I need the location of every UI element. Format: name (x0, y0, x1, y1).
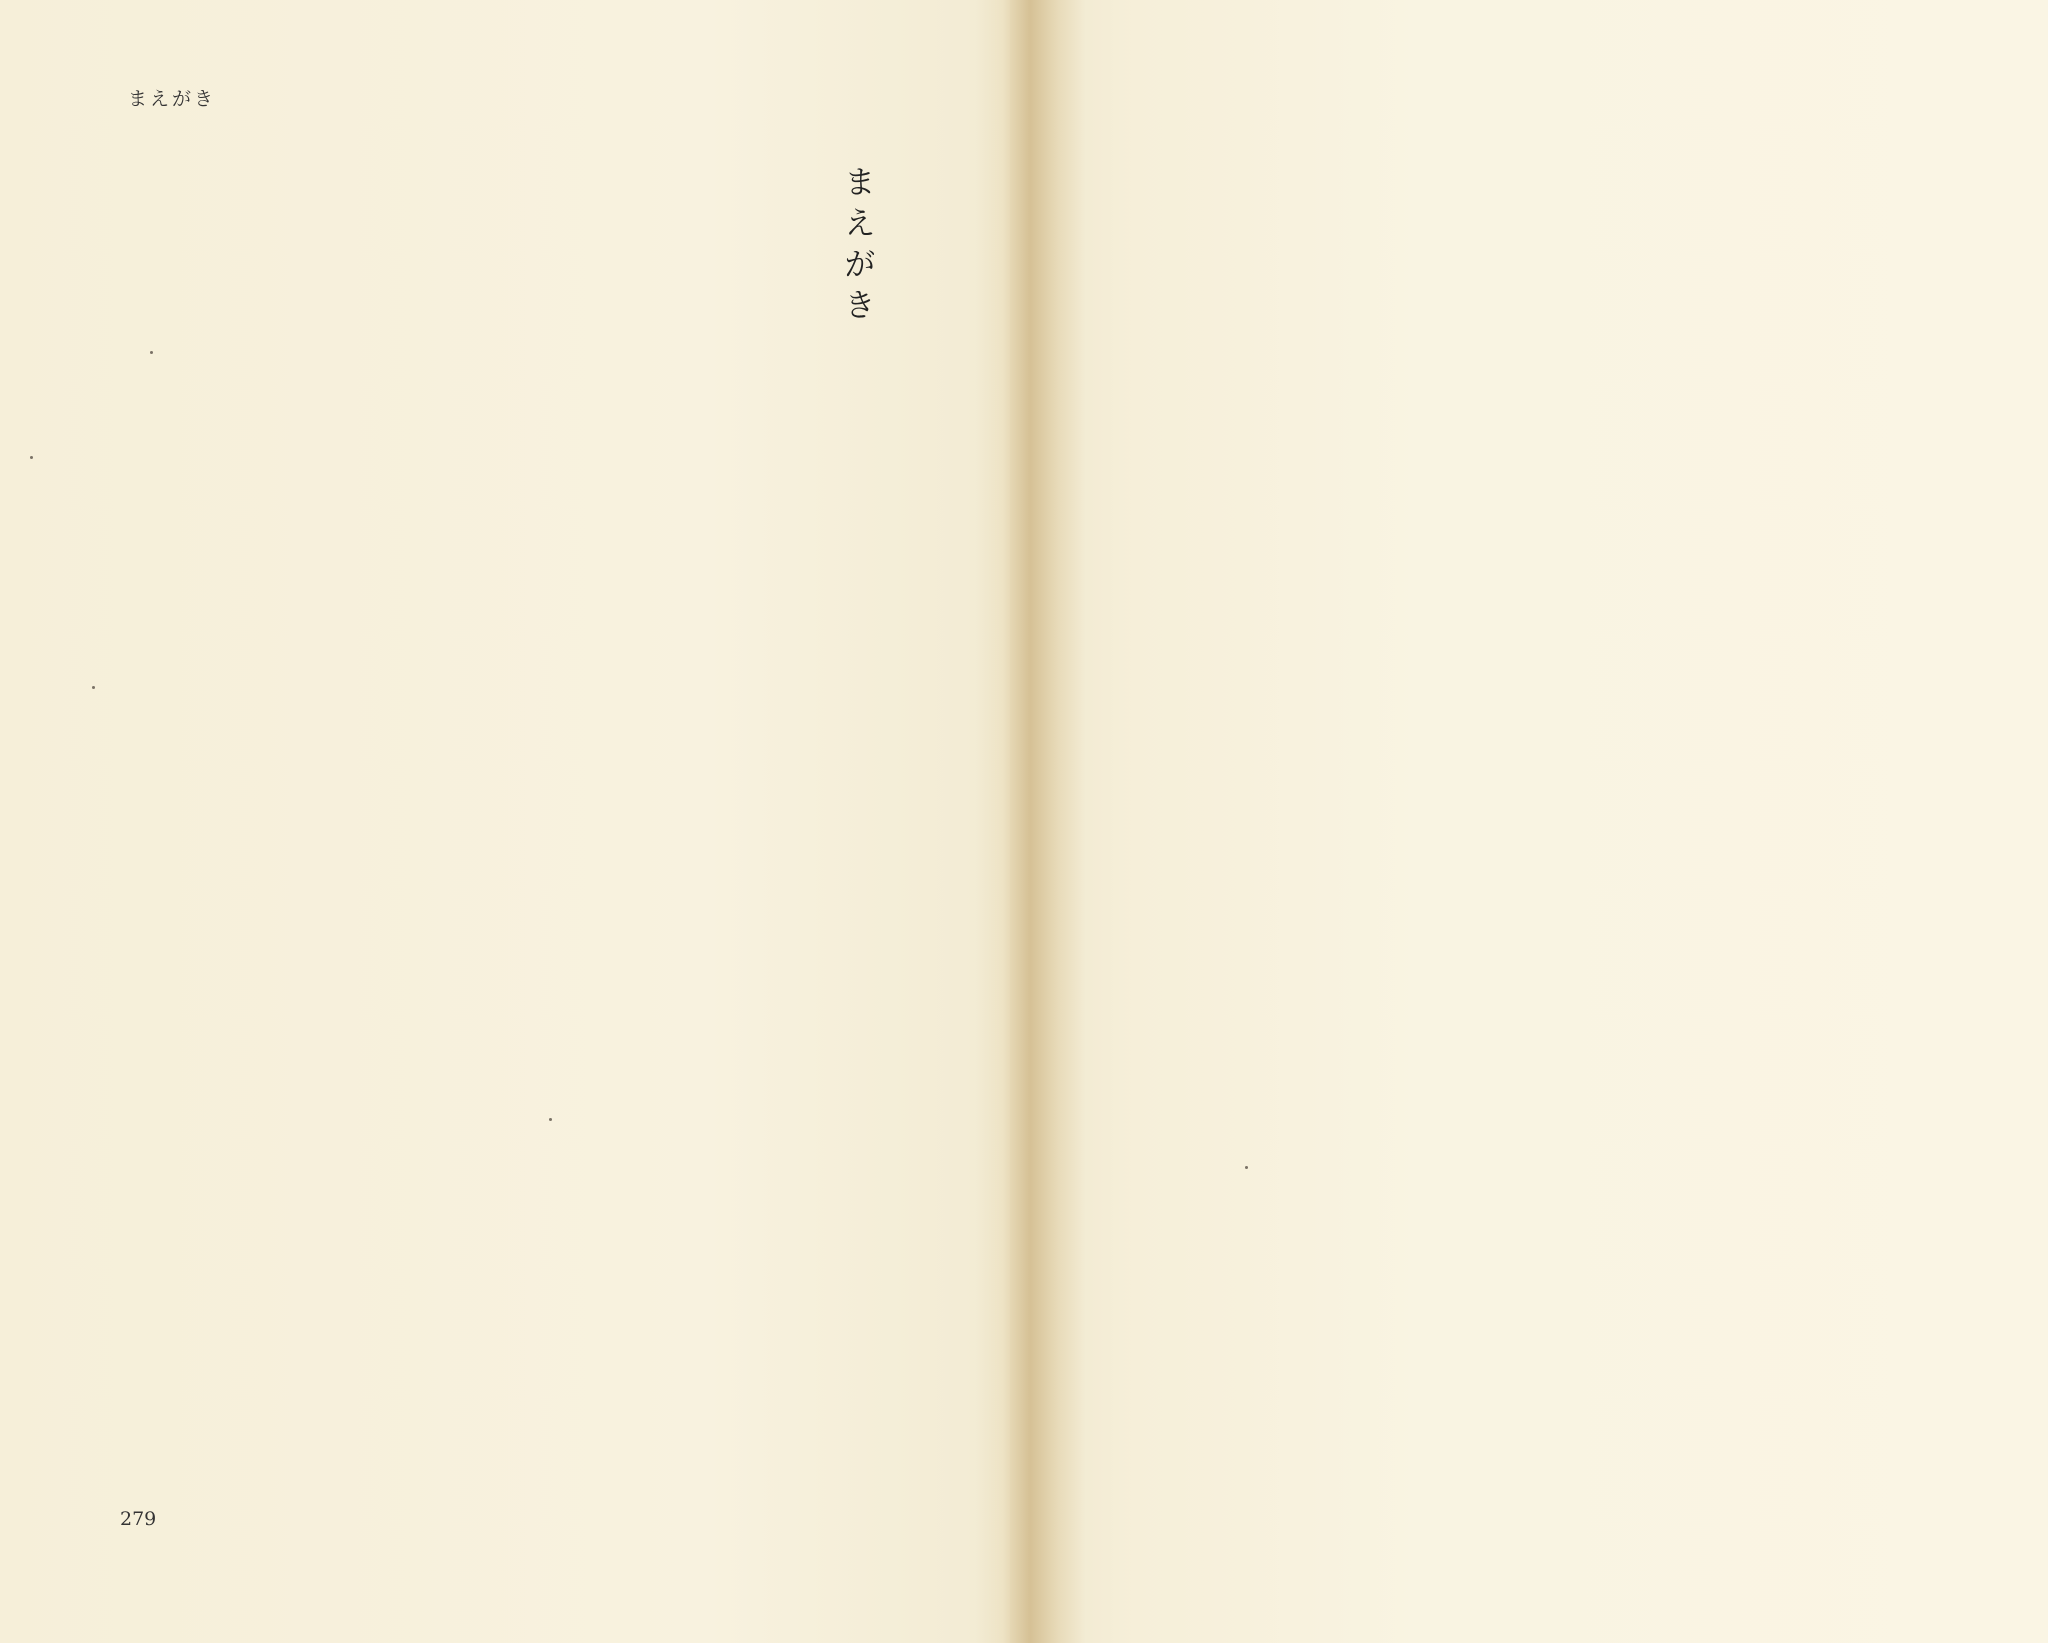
section-title: まえがき (839, 165, 877, 329)
paper-speck (549, 1118, 552, 1121)
paper-speck (1245, 1166, 1248, 1169)
page-number: 279 (120, 1508, 157, 1530)
paper-speck (92, 686, 95, 689)
right-page (1010, 0, 2048, 1643)
paper-speck (30, 456, 33, 459)
paper-speck (150, 351, 153, 354)
left-page (0, 0, 1010, 1643)
running-head: まえがき (128, 88, 217, 110)
book-gutter (975, 0, 1085, 1643)
